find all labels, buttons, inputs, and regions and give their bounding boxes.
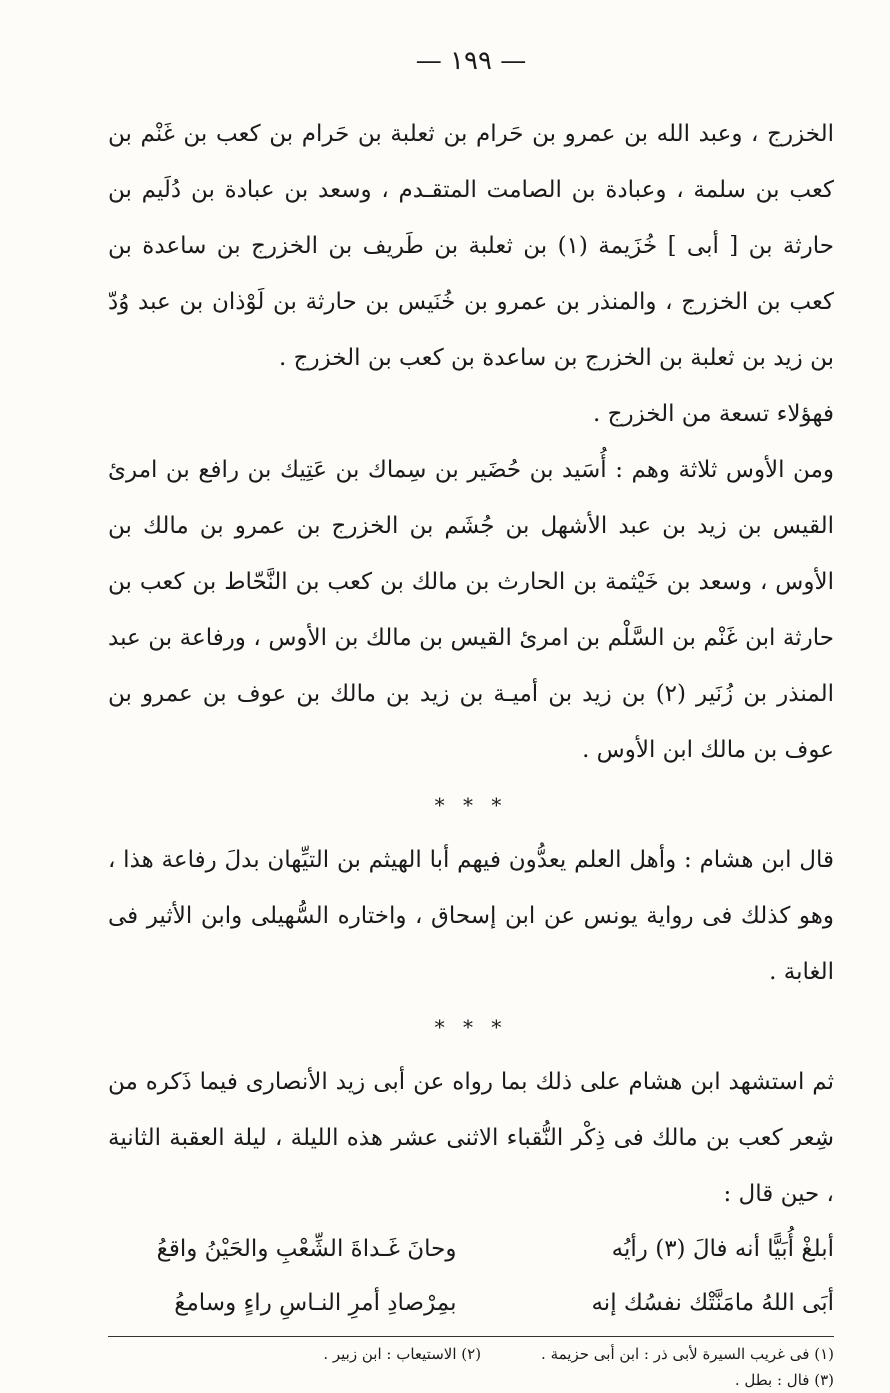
verse-second-hemistich: بمِرْصادِ أمرِ النـاسِ راءٍ وسامعُ	[174, 1290, 457, 1316]
footnote-2: (٢) الاستيعاب : ابن زبير .	[323, 1345, 482, 1363]
paragraph-khazraj-list: الخزرج ، وعبد الله بن عمرو بن حَرام بن ثعلبة بن حَرام بن كعب بن غَنْم بن كعب بن سلمة ، وعبادة بن الصامت المتقـدم ، وسعد بن عبادة بن دُلَيم بن حارثة بن [ أبى ] خُزَيمة (١) بن ثعلبة بن طَريف بن الخزرج بن ساعدة بن كعب بن الخزرج ، والمنذر بن عمرو بن خُنَيس بن حارثة بن لَوْذان بن عبد وُدّ بن زيد بن ثعلبة بن الخزرج بن ساعدة بن كعب بن الخزرج .	[108, 121, 834, 371]
footnote-1: (١) فى غريب السيرة لأبى ذر : ابن أبى حزيمة .	[541, 1345, 834, 1363]
verse-first-hemistich: أبلغْ أُبَيًّا أنه فالَ (٣) رأيُه	[611, 1236, 834, 1262]
poem	[108, 1222, 834, 1330]
book-page	[108, 40, 834, 1389]
footnotes	[108, 1336, 834, 1393]
paragraph-aws-list: ومن الأوس ثلاثة وهم : أُسَيد بن حُضَير بن سِماك بن عَتِيك بن رافع بن امرئ القيس بن زيد بن عبد الأشهل بن جُشَم بن الخزرج بن عمرو بن مالك بن الأوس ، وسعد بن خَيْثمة بن الحارث بن مالك بن كعب بن النَّحّاط بن كعب بن حارثة ابن غَنْم بن السَّلْم بن امرئ القيس بن مالك بن الأوس ، ورفاعة بن عبد المنذر بن زُنَير (٢) بن زيد بن أميـة بن زيد بن مالك بن عوف بن عمرو بن عوف بن مالك ابن الأوس .	[108, 457, 834, 763]
section-separator: * * *	[434, 793, 508, 817]
footnote-row	[108, 1341, 834, 1367]
khazraj-count-line: فهؤلاء تسعة من الخزرج .	[592, 401, 834, 427]
paragraph-intro: ثم استشهد ابن هشام على ذلك بما رواه عن أبى زيد الأنصارى فيما ذَكره من شِعر كعب بن مالك فى ذِكْر النُّقباء الاثنى عشر هذه الليلة ، ليلة العقبة الثانية ، حين قال :	[108, 1069, 834, 1207]
paragraph-ibn-hisham: قال ابن هشام : وأهل العلم يعدُّون فيهم أبا الهيثم بن التيِّهان بدلَ رفاعة هذا ، وهو كذلك فى رواية يونس عن ابن إسحاق ، واختاره السُّهيلى وابن الأثير فى الغابة .	[108, 847, 834, 985]
page-number: — ١٩٩ —	[415, 46, 527, 76]
verse-first-hemistich: أبَى اللهُ مامَنَّتْك نفسُك إنه	[591, 1290, 834, 1316]
section-separator-2: * * *	[434, 1015, 508, 1039]
footnote-row	[108, 1367, 834, 1393]
footnote-3: (٣) فال : بطل .	[734, 1371, 834, 1389]
verse-second-hemistich: وحانَ غَـداةَ الشِّعْبِ والحَيْنُ واقعُ	[156, 1236, 457, 1262]
poem-verse	[108, 1222, 834, 1276]
poem-verse	[108, 1276, 834, 1330]
